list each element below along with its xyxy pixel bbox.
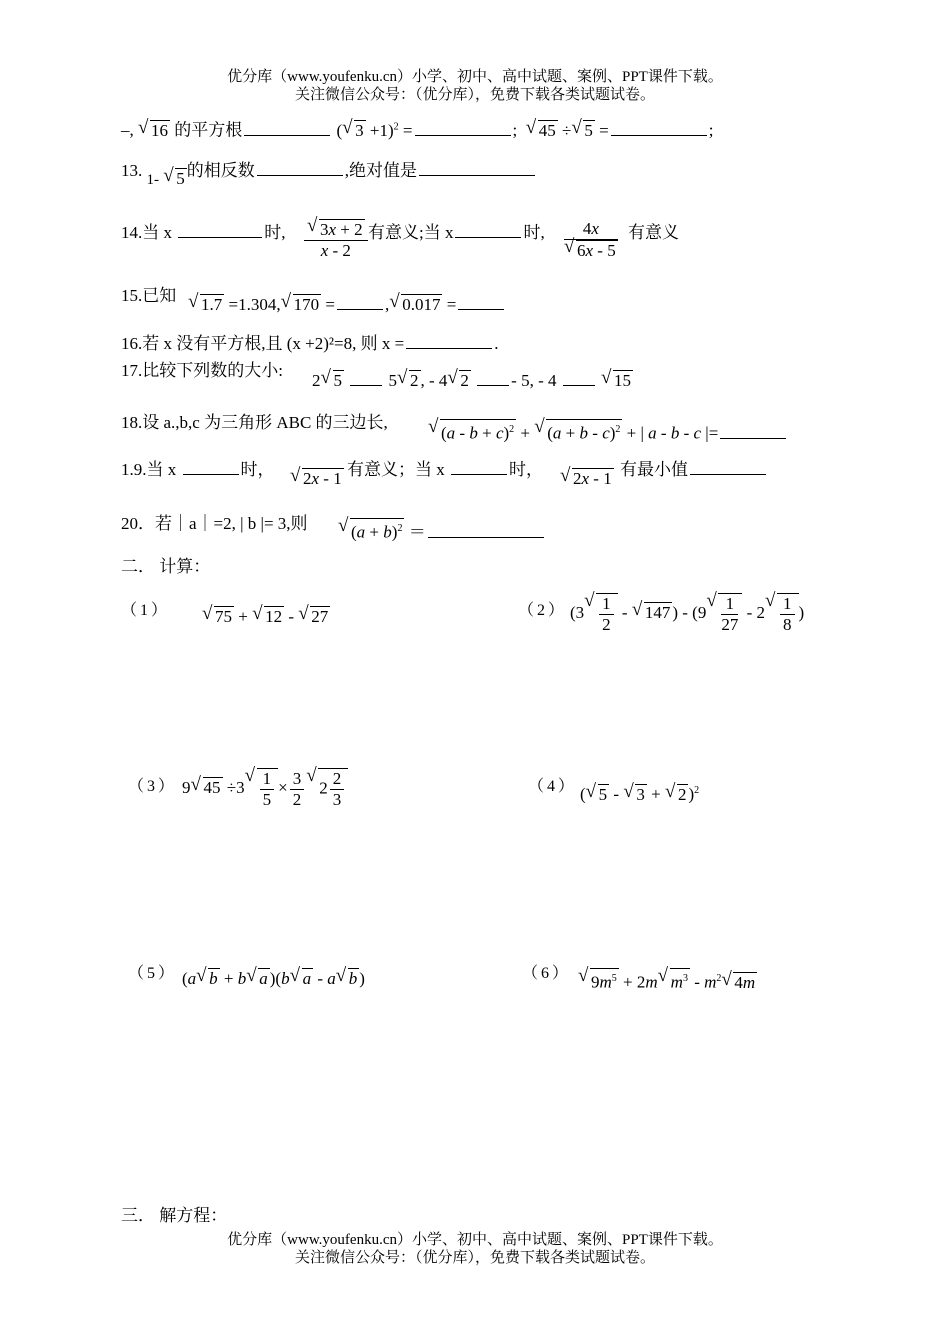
- question-20: [121, 513, 308, 535]
- fraction-sqrt3x2-over-x2: √ $\frac{3x + 2}{x - 2}$: [302, 219, 370, 261]
- calc-4-label: （4）: [528, 778, 578, 795]
- calc-3-label: （3）: [128, 778, 178, 795]
- question-19-part2: [347, 459, 543, 481]
- q19-num: 1.9.当 x: [121, 460, 177, 479]
- question-18-expr: √ $(a - b + c)^2$ + √ $(a + b - c)^2$ + | a - b - c |=: [428, 419, 788, 445]
- header-line-1: 优分库（www.youfenku.cn）小学、初中、高中试题、案例、PPT课件下载。: [227, 69, 723, 85]
- q13-blank-1[interactable]: [257, 161, 343, 176]
- section-3-title: 三． 解方程：: [121, 1206, 228, 1225]
- q15-eq2: =: [325, 295, 335, 314]
- question-20-expr: √ $(a + b)^2$ ＝: [338, 518, 546, 544]
- q15-eq1: =1.304,: [228, 295, 281, 314]
- question-18: [121, 412, 388, 434]
- sqrt-0-017: √ 0.017: [390, 294, 442, 316]
- q19-t1: 时，: [240, 460, 275, 479]
- q19-blank-2[interactable]: [451, 460, 507, 475]
- q12-blank-2[interactable]: [415, 121, 511, 136]
- calc-2-label: （2）: [518, 602, 568, 619]
- q20-blank[interactable]: [428, 523, 544, 538]
- expr-sqrt3-plus-1-sq: (√ 3 +1)$^2$ =: [337, 121, 413, 140]
- question-15: [121, 285, 176, 307]
- q15-eq3: =: [446, 295, 457, 314]
- q17-num: 17.比较下列数的大小:: [121, 361, 283, 380]
- q14-blank-2[interactable]: [455, 223, 521, 238]
- calc-6-label: （6）: [522, 965, 572, 982]
- q12-blank-1[interactable]: [244, 121, 330, 136]
- q20-num: 20．若｜a｜=2, | b |= 3,则: [121, 514, 308, 533]
- section-2-title: 二． 计算：: [121, 557, 211, 576]
- q13-num: 13.: [121, 161, 143, 180]
- sqrt-16: √ 16: [139, 120, 170, 142]
- q16-text: 16.若 x 没有平方根,且 (x +2)²=8, 则 x =: [121, 334, 405, 353]
- question-13: [121, 160, 537, 188]
- q14-t1: 时,: [264, 223, 286, 242]
- q16-blank[interactable]: [406, 334, 492, 349]
- question-19-part3: [620, 459, 768, 481]
- q17-blank-2[interactable]: [477, 371, 509, 386]
- q17-blank-1[interactable]: [350, 371, 382, 386]
- q12-semicolon-1: ;: [512, 120, 518, 140]
- question-17-exprs: 2√ 5 5√ 2 , - 4√ 2 - 5, - 4 √ 15: [312, 370, 633, 392]
- q19-t2: 有意义；当 x: [347, 460, 445, 479]
- q13-prefix: 1-: [146, 172, 159, 188]
- calc-2-expr: (3 √ $\frac{1}{2}$ - √ 147 ) - (9 √ $\frac{1}{27}$ - 2 √ $\frac{1}{8}$ ): [570, 593, 804, 635]
- calc-4-expr: (√ 5 - √ 3 + √ 2 )$^2$: [580, 780, 699, 806]
- q15-comma: ,: [384, 295, 390, 314]
- q14-blank-1[interactable]: [178, 223, 262, 238]
- calc-5-expr: (a√ b + b√ a )(b√ a - a√ b ): [182, 968, 365, 990]
- q13-blank-2[interactable]: [419, 161, 535, 176]
- sqrt-2x-1-a: √ 2x - 1: [290, 468, 344, 490]
- q12-text: 的平方根: [174, 120, 243, 140]
- q19-blank-1[interactable]: [183, 460, 239, 475]
- question-14-part2: [368, 222, 545, 244]
- q19-t3: 时，: [509, 460, 543, 479]
- question-15-exprs: [188, 294, 506, 316]
- question-19: [121, 459, 275, 481]
- expr-sqrt45-div-sqrt5: √ 45 ÷√ 5 =: [526, 121, 609, 140]
- calc-1-label: （1）: [121, 602, 171, 619]
- q19-blank-3[interactable]: [690, 460, 766, 475]
- q14-t2: 有意义;当 x: [368, 223, 454, 242]
- sqrt-1-7: √ 1.7: [189, 294, 224, 316]
- q14-num: 14.当 x: [121, 223, 172, 242]
- fraction-4x-over-sqrt6x5: 4x √ 6x - 5: [562, 219, 620, 261]
- footer-line-1: 优分库（www.youfenku.cn）小学、初中、高中试题、案例、PPT课件下载。: [227, 1232, 723, 1248]
- question-16: [121, 333, 498, 355]
- header-line-2: 关注微信公众号：（优分库），免费下载各类试题试卷。: [294, 87, 655, 103]
- calc-6-expr: √ $9m^5 + 2m√$ $m^3 - m^2√$ 4m: [578, 968, 757, 994]
- q19-t4: 有最小值: [620, 460, 688, 479]
- q18-blank[interactable]: [720, 424, 786, 439]
- question-17: [121, 360, 283, 382]
- q14-t3: 时,: [523, 223, 545, 242]
- q15-blank-2[interactable]: [458, 295, 504, 310]
- sqrt-2x-1-b: √ 2x - 1: [560, 468, 614, 490]
- question-12: [121, 116, 713, 142]
- q12-prefix: –,: [121, 120, 134, 140]
- q14-t4: 有意义: [628, 223, 679, 242]
- question-14: [121, 222, 286, 244]
- q18-num: 18.设 a.,b,c 为三角形 ABC 的三边长,: [121, 413, 388, 432]
- footer-line-2: 关注微信公众号：（优分库），免费下载各类试题试卷。: [294, 1250, 655, 1266]
- q12-semicolon-2: ;: [708, 120, 714, 140]
- calc-3-expr: 9√ 45 ÷3 √ $\frac{1}{5}$ × $\frac{3}{2}$ √ 2 $\frac{2}{3}$: [182, 768, 348, 810]
- q12-blank-3[interactable]: [611, 121, 707, 136]
- q18-eq: =: [708, 423, 719, 443]
- sqrt-5: √ 5: [164, 168, 187, 190]
- q15-blank-1[interactable]: [337, 295, 383, 310]
- q13-text1: 的相反数: [186, 161, 255, 180]
- q13-text2: ,绝对值是: [344, 161, 417, 180]
- calc-1-expr: √ 75 + √ 12 - √ 27: [202, 606, 330, 628]
- q15-num: 15.已知: [121, 286, 177, 305]
- calc-5-label: （5）: [128, 965, 178, 982]
- q20-eq: ＝: [408, 522, 426, 542]
- q16-end: .: [494, 334, 499, 353]
- sqrt-170: √ 170: [282, 294, 322, 316]
- q17-blank-3[interactable]: [563, 371, 595, 386]
